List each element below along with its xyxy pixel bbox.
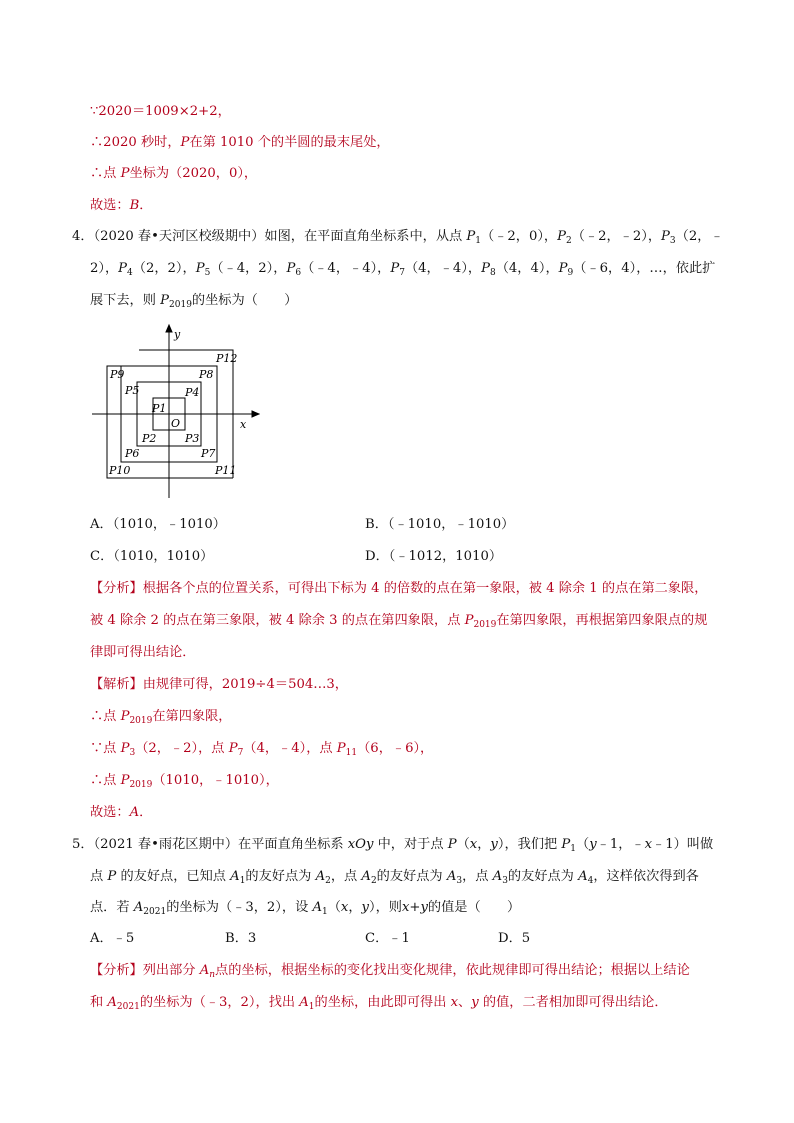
q5-line-1 [72,836,713,854]
origin-label: O [171,417,181,430]
subscript: 4 [587,876,594,886]
subscript: 11 [345,748,358,758]
subscript: 8 [489,268,496,278]
text-seg: （ [327,900,341,915]
text-seg: 故选： [90,198,130,213]
subscript: 7 [237,748,244,758]
text-seg: 的值，二者相加即可得出结论． [478,995,668,1010]
subscript: 1 [321,907,328,917]
text-seg: （2，﹣ [675,229,724,244]
subscript: 2 [370,876,377,886]
subscript: 6 [295,268,302,278]
subscript: n [209,970,216,980]
math-variable: A [315,869,326,884]
text-seg: ∵点 [90,741,121,756]
math-variable: P [120,741,130,756]
text-seg: （4，﹣4）， [404,261,482,276]
math-variable: P [195,261,205,276]
q4-option-b[interactable]: B．（﹣1010，﹣1010） [365,517,515,532]
text-seg: 的友好点，已知点 [116,869,231,884]
label-p6: P6 [125,447,140,460]
x-label: x [240,418,247,431]
subscript: 2021 [143,907,167,917]
text-seg: 和 [90,995,108,1010]
q4-solution-line-2 [90,708,231,726]
math-variable: A [446,869,457,884]
text-seg: ，点 [462,869,493,884]
subscript: 2019 [129,780,153,790]
math-variable: xOy [347,837,374,852]
math-variable: P [107,869,117,884]
text-seg: ∴点 [90,773,121,788]
math-variable: y [471,995,479,1010]
text-seg: 的坐标为（﹣3，2），设 [166,900,313,915]
text-seg: ． [139,805,153,820]
math-variable: P [390,261,400,276]
subscript: 7 [399,268,405,278]
label-p12: P12 [216,352,238,365]
math-variable: y [361,900,369,915]
label-p7: P7 [201,447,216,460]
label-p9: P9 [110,368,125,381]
math-variable: A [492,869,503,884]
q4-option-c[interactable]: C．（1010，1010） [90,549,214,564]
text-seg: （1010，﹣1010）， [152,773,279,788]
label-p11: P11 [215,464,237,477]
math-variable: P [557,229,566,244]
math-variable: P [561,837,571,852]
math-variable: P [118,261,128,276]
subscript: 2019 [129,716,153,726]
text-seg: （2，2）， [132,261,196,276]
text-seg: 坐标为（2020，0）， [129,166,258,181]
rich-text [466,229,723,244]
label-p8: P8 [199,368,214,381]
text-seg: ﹣1）叫做 [652,837,714,852]
q5-option-a[interactable]: A．﹣5 [90,931,135,946]
label-p10: P10 [109,464,131,477]
text-seg: 故选： [90,805,130,820]
math-variable: P [120,773,130,788]
subscript: 1 [308,1002,315,1012]
math-variable: A [361,869,371,884]
q4-solution-line-3 [90,740,433,758]
subscript: 2019 [473,620,497,630]
spiral-outer [107,366,233,478]
q5-analysis-line-1 [90,962,690,980]
coordinate-figure [90,322,260,500]
text-seg: ），则 [368,900,402,915]
subscript: 5 [204,268,211,278]
text-seg: ， [477,837,491,852]
subscript: 2 [566,236,572,246]
subscript: 3 [129,748,136,758]
text-seg: 中，对于点 [373,837,448,852]
text-seg: ，这样依次得到各 [593,869,699,884]
text-seg: 点．若 [90,900,134,915]
text-seg: 的坐标，由此即可得出 [314,995,451,1010]
q4-line-1 [72,228,724,246]
q4-analysis-line-1: 【分析】根据各个点的位置关系，可得出下标为 4 的倍数的点在第一象限，被 4 除余 1 的点在第二象限， [90,581,708,596]
text-seg: ． [139,198,153,213]
text-seg: （﹣4，﹣4）， [301,261,391,276]
q5-analysis-line-2 [90,994,668,1012]
text-seg: （ [456,837,470,852]
subscript: 2021 [116,1002,140,1012]
subscript: 9 [567,268,574,278]
text-seg: 点的坐标，根据坐标的变化找出变化规律，依此规律即可得出结论；根据以上结论 [215,963,690,978]
label-p1: P1 [152,402,167,415]
text-seg: 被 4 除余 2 的点在第三象限，被 4 除余 3 的点在第四象限，点 [90,613,465,628]
math-variable: A [199,963,210,978]
text-seg: ， [348,900,362,915]
math-variable: P [447,837,457,852]
math-variable: x [469,837,478,852]
text-seg: 的值是（ ） [427,900,521,915]
math-variable: A [133,900,144,915]
q4-analysis-line-3: 律即可得出结论． [90,645,196,660]
q5-line-3 [90,899,520,917]
subscript: 3 [502,876,508,886]
q4-option-a[interactable]: A．（1010，﹣1010） [90,517,226,532]
text-seg: （﹣6，4），…，依此扩 [573,261,716,276]
text-seg: 5．（2021 春•雨花区期中）在平面直角坐标系 [72,837,348,852]
answer-line [90,197,152,215]
math-variable: P [661,229,670,244]
q4-solution-line-4 [90,772,279,790]
subscript: 3 [669,236,676,246]
text-seg: （ [576,837,590,852]
math-variable: A [107,995,117,1010]
solution-line-3 [90,165,257,183]
subscript: 4 [127,268,133,278]
text-seg: ∴2020 秒时， [90,135,181,150]
text-seg: （2，﹣2），点 [135,741,229,756]
q4-analysis-line-2 [90,612,707,630]
text-seg: ），我们把 [497,837,562,852]
q4-line-2 [90,260,715,278]
text-seg: （﹣2，0）， [481,229,558,244]
answer-choice: A [129,805,140,820]
text-seg: （4，4）， [495,261,559,276]
text-seg: 的坐标为（﹣3，2），找出 [139,995,300,1010]
subscript: 3 [456,876,463,886]
math-variable: x [450,995,459,1010]
q5-option-c[interactable]: C．﹣1 [365,931,410,946]
q5-line-2 [90,868,699,886]
text-seg: 的友好点为 [245,869,316,884]
math-variable: P [228,741,238,756]
text-seg: 2）， [90,261,119,276]
subscript: 1 [475,236,481,246]
x-axis-arrow [252,411,259,417]
subscript: 2019 [169,300,192,310]
text-seg: 在第四象限，再根据第四象限点的规 [496,613,708,628]
text-seg: 的友好点为 [507,869,579,884]
solution-line-1: ∵2020＝1009×2+2， [90,104,231,119]
math-variable: x [644,837,653,852]
subscript: 1 [239,876,246,886]
math-variable: P [160,293,170,308]
text-seg: 、 [458,995,472,1010]
answer-choice: B [129,198,140,213]
q4-answer-line [90,804,152,822]
label-p5: P5 [125,384,140,397]
math-variable: P [336,741,346,756]
text-seg: ∴点 [90,166,121,181]
subscript: 1 [570,844,577,854]
math-variable: y [490,837,498,852]
var-p: P [180,135,190,150]
text-seg: 展下去，则 [90,293,161,308]
text-seg: 【分析】列出部分 [90,963,200,978]
text-seg: ，点 [330,869,362,884]
text-seg: 的坐标为（ ） [191,293,298,308]
subscript: 2 [325,876,331,886]
label-p2: P2 [142,432,157,445]
label-p3: P3 [185,432,200,445]
math-variable: A [299,995,309,1010]
math-variable: A [578,869,588,884]
text-seg: 在第 1010 个的半圆的最末尾处， [189,135,390,150]
solution-line-2 [90,134,390,152]
y-label: y [174,328,181,341]
math-variable: A [230,869,240,884]
math-variable: P [464,613,474,628]
text-seg: 点 [90,869,108,884]
math-variable: x+y [401,900,428,915]
text-seg: 在第四象限， [152,709,232,724]
y-axis-arrow [166,325,172,332]
math-variable: x [340,900,349,915]
text-seg: （﹣2，﹣2）， [571,229,662,244]
math-variable: y [589,837,597,852]
math-variable: P [558,261,568,276]
text-seg: 的友好点为 [376,869,447,884]
q4-option-d[interactable]: D．（﹣1012，1010） [365,549,503,564]
math-variable: P [481,261,490,276]
text-seg: （6，﹣6）， [357,741,434,756]
var-p: P [120,166,130,181]
label-p4: P4 [185,386,200,399]
text-seg: （4，﹣4），点 [243,741,337,756]
q5-option-b[interactable]: B．3 [225,931,257,946]
spiral-diagram [90,322,260,500]
text-seg: 4．（2020 春•天河区校级期中）如图，在平面直角坐标系中，从点 [72,229,467,244]
text-seg: （﹣4，2）， [210,261,287,276]
text-seg: ﹣1，﹣ [596,837,645,852]
math-variable: P [120,709,130,724]
math-variable: P [286,261,296,276]
q4-solution-line-1: 【解析】由规律可得，2019÷4＝504…3， [90,677,348,692]
text-seg: ∴点 [90,709,121,724]
q4-line-3 [90,292,297,310]
math-variable: A [312,900,322,915]
q5-option-d[interactable]: D．5 [498,931,531,946]
math-variable: P [466,229,476,244]
